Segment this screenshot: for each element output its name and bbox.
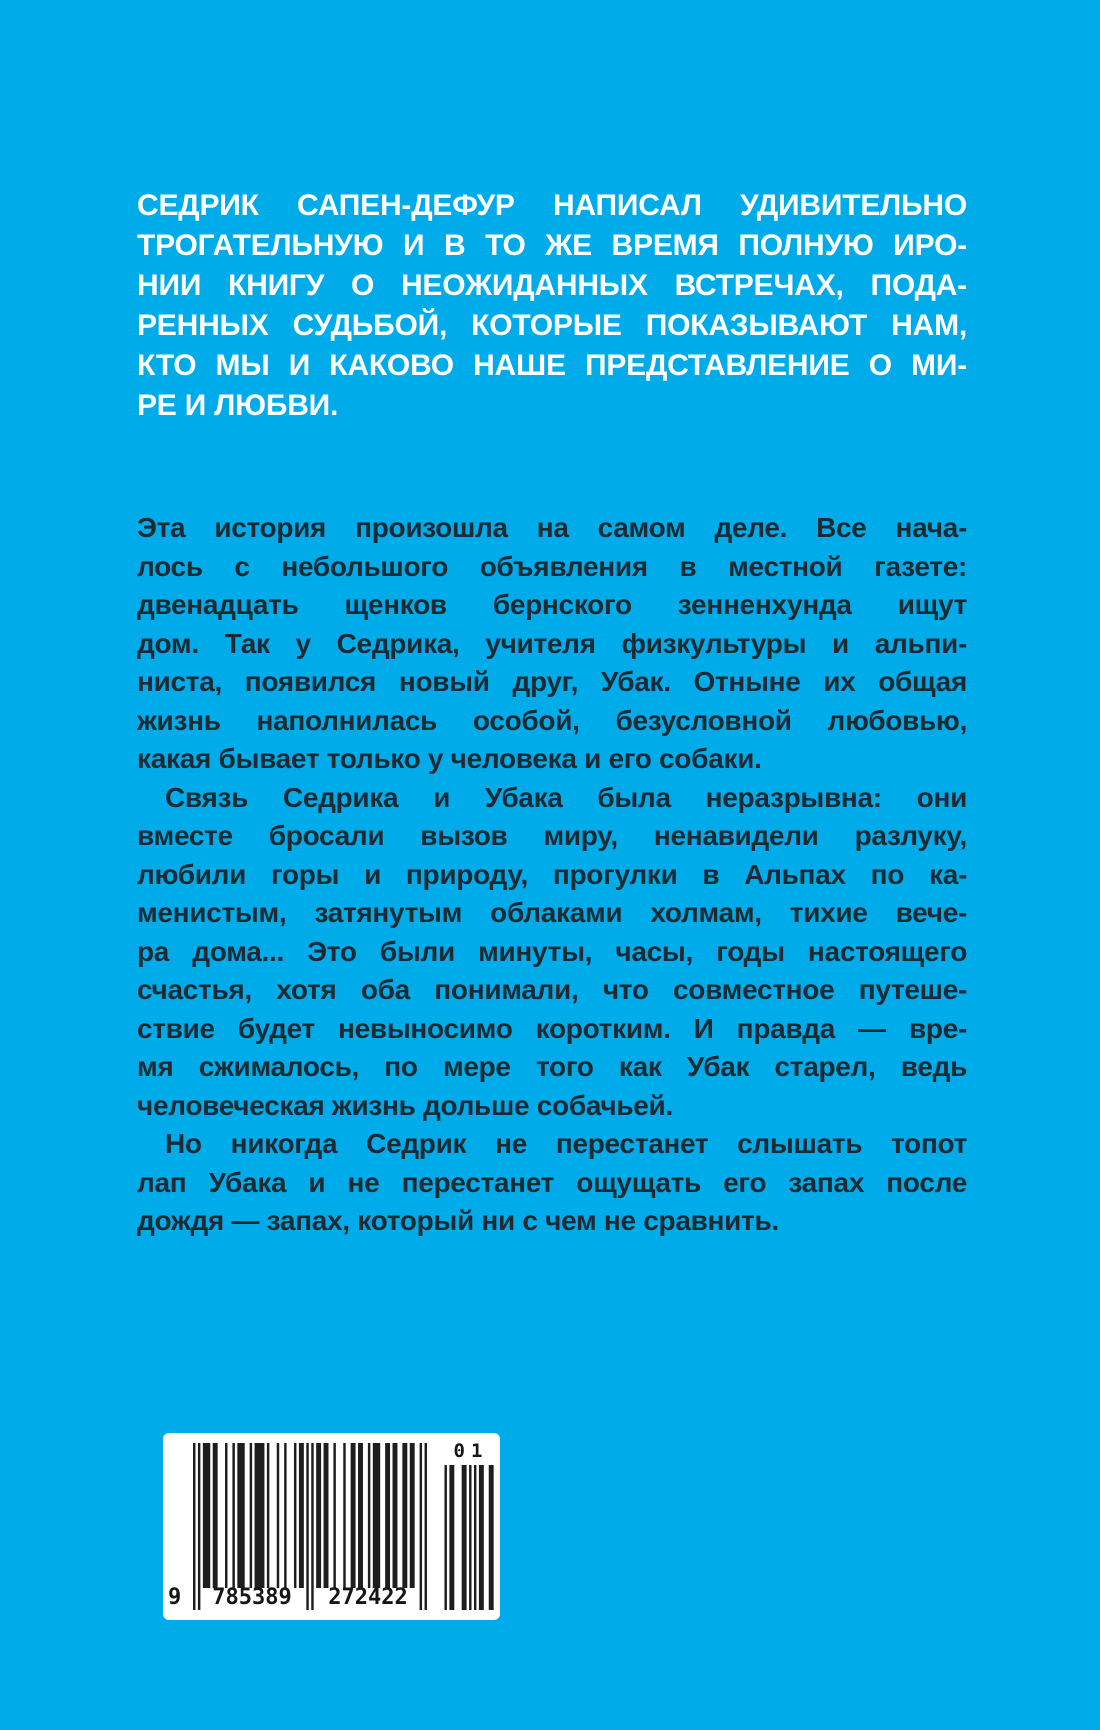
barcode-digit-first: 9 — [168, 1585, 182, 1610]
annotation-text — [137, 509, 967, 1241]
annotation-line: счастья, хотя оба понимали, что совместное путеше- — [137, 974, 967, 1005]
annotation-line: Эта история произошла на самом деле. Все нача- — [137, 512, 967, 543]
annotation-line: вместе бросали вызов миру, ненавидели разлуку, — [137, 820, 967, 851]
annotation-paragraph — [137, 1125, 967, 1241]
review-quote-line: СЕДРИК САПЕН-ДЕФУР НАПИСАЛ УДИВИТЕЛЬНО — [137, 189, 967, 222]
barcode-digits-left: 785389 — [212, 1585, 292, 1610]
annotation-line: человеческая жизнь дольше собачьей. — [137, 1089, 673, 1121]
annotation-line: мя сжималось, по мере того как Убак старел, ведь — [137, 1051, 967, 1082]
annotation-line: жизнь наполнилась особой, безусловной любовью, — [137, 704, 967, 736]
annotation-line: лап Убака и не перестанет ощущать его запах после — [137, 1166, 967, 1198]
annotation-line: двенадцать щенков бернского зенненхунда ищут — [137, 589, 967, 620]
annotation-line: Связь Седрика и Убака была неразрывна: они — [165, 781, 967, 813]
review-quote-line: РЕННЫХ СУДЬБОЙ, КОТОРЫЕ ПОКАЗЫВАЮТ НАМ, — [137, 309, 967, 342]
barcode-digits-right: 272422 — [328, 1585, 408, 1610]
review-quote-line: НИИ КНИГУ О НЕОЖИДАННЫХ ВСТРЕЧАХ, ПОДА- — [137, 269, 967, 302]
annotation-line: менистым, затянутым облаками холмам, тихие вече- — [137, 897, 967, 928]
barcode — [163, 1433, 500, 1620]
review-quote-line: КТО МЫ И КАКОВО НАШЕ ПРЕДСТАВЛЕНИЕ О МИ- — [137, 349, 967, 382]
annotation-line: Но никогда Седрик не перестанет слышать топот — [165, 1128, 967, 1159]
annotation-line: любили горы и природу, прогулки в Альпах по ка- — [137, 858, 967, 890]
annotation-line: какая бывает только у человека и его собаки. — [137, 743, 762, 774]
annotation-line: ствие будет невыносимо коротким. И правда — вре- — [137, 1012, 967, 1044]
annotation-line: дождя — запах, который ни с чем не сравнить. — [137, 1205, 779, 1236]
review-quote-line: РЕ И ЛЮБВИ. — [137, 389, 339, 422]
review-quote — [137, 186, 967, 426]
barcode-addon-label: 01 — [453, 1440, 489, 1462]
annotation-paragraph — [137, 779, 967, 1126]
annotation-line: дом. Так у Седрика, учителя физкультуры и альпи- — [137, 627, 967, 659]
annotation-line: ниста, появился новый друг, Убак. Отныне их общая — [137, 666, 967, 697]
annotation-paragraph — [137, 509, 967, 779]
barcode-addon-bars — [442, 1465, 494, 1610]
review-quote-line: ТРОГАТЕЛЬНУЮ И В ТО ЖЕ ВРЕМЯ ПОЛНУЮ ИРО- — [137, 229, 967, 262]
annotation-line: лось с небольшого объявления в местной газете: — [137, 550, 967, 582]
annotation-line: ра дома... Это были минуты, часы, годы настоящего — [137, 935, 967, 967]
